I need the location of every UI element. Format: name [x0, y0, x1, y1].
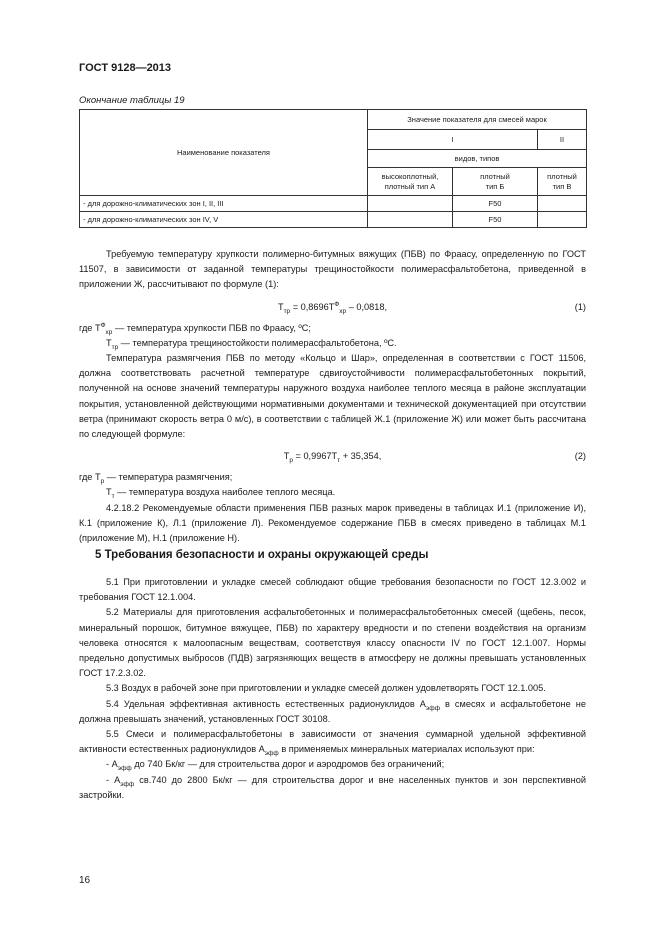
- type-c-line1: плотный: [547, 171, 577, 181]
- type-a-header: [368, 168, 453, 196]
- list-item-1-a: - А: [106, 759, 118, 770]
- formula-2: [79, 446, 586, 468]
- row-a: [368, 212, 453, 228]
- type-b-line1: плотный: [480, 171, 510, 181]
- where-4-b: — температура воздуха наиболее теплого месяца.: [114, 487, 336, 498]
- formula-2-rhs: + 35,354,: [340, 451, 382, 462]
- mark-1-header: I: [368, 130, 538, 150]
- where-1-sup: Ф: [100, 321, 106, 329]
- where-4-a: T: [106, 487, 112, 498]
- clause-5-5-b: в применяемых минеральных материалах используют при:: [278, 744, 535, 755]
- table-row: [80, 196, 587, 212]
- where-3-sub: р: [100, 478, 105, 486]
- list-item: [79, 773, 586, 803]
- type-c-line2: тип В: [552, 181, 572, 191]
- clause-5-5-sub: эфф: [264, 750, 279, 758]
- type-a-line1: высокоплотный,: [381, 171, 439, 181]
- formula-1-number: (1): [574, 301, 586, 312]
- mark-2-header: II: [538, 130, 587, 150]
- page-number: 16: [79, 875, 91, 886]
- type-b-header: [453, 168, 538, 196]
- row-a: [368, 196, 453, 212]
- table-caption: Окончание таблицы 19: [79, 95, 185, 106]
- where-line-2: [79, 336, 586, 351]
- text-block-1: [79, 247, 586, 546]
- where-line-1: [79, 321, 586, 336]
- row-name: - для дорожно-климатических зон IV, V: [80, 212, 368, 228]
- row-name: - для дорожно-климатических зон I, II, III: [80, 196, 368, 212]
- where-1-sub: хр: [105, 328, 113, 336]
- table-row: [80, 212, 587, 228]
- column-header-name: Наименование показателя: [80, 110, 368, 196]
- clause-5-1: 5.1 При приготовлении и укладке смесей соблюдают общие требования безопасности по ГОСТ 12.3.002 и требования ГОСТ 12.1.004.: [79, 577, 586, 603]
- clause-5-5: [79, 727, 586, 757]
- formula-2-number: (2): [574, 451, 586, 462]
- table-19: [79, 109, 587, 228]
- paragraph-recommendations: 4.2.18.2 Рекомендуемые области применения ПБВ разных марок приведены в таблицах И.1 (приложение И), К.1 (приложение К), Л.1 (приложение Л). Рекомендуемое содержание ПБВ в смесях приведено в таблицах М.1 (приложение М), Н.1 (приложение Н).: [79, 502, 586, 544]
- where-line-3: [79, 470, 586, 485]
- formula-1-lhs: T: [277, 301, 284, 312]
- clause-5-4: [79, 697, 586, 727]
- where-line-4: [79, 485, 586, 500]
- formula-1-rhs: – 0,0818,: [346, 301, 388, 312]
- kinds-header: видов, типов: [368, 150, 587, 168]
- paragraph-fraas: Требуемую температуру хрупкости полимерно-битумных вяжущих (ПБВ) по Фраасу, определенную по ГОСТ 11507, в зависимости от заданной температуры трещиностойкости полимерасфальтобетона, приведенной в приложении Ж, рассчитывают по формуле (1):: [79, 249, 586, 290]
- where-4-sub: т: [111, 493, 115, 501]
- type-a-line2: плотный тип А: [384, 181, 436, 191]
- document-code: ГОСТ 9128—2013: [79, 62, 172, 74]
- where-2-a: T: [106, 337, 112, 348]
- row-c: [538, 212, 587, 228]
- type-c-header: [538, 168, 587, 196]
- clause-5-5-a: 5.5 Смеси и полимерасфальтобетоны в зависимости от значения суммарной удельной эффективной активности естественных радионуклидов А: [79, 729, 586, 755]
- formula-1-expression: [79, 300, 586, 315]
- list-item-2-b: св.740 до 2800 Бк/кг — для строительства дорог и вне населенных пунктов и зон перспективной застройки.: [79, 774, 586, 800]
- formula-1-sub: хр: [339, 307, 347, 315]
- formula-2-expression: [79, 449, 586, 464]
- paragraph-softening: Температура размягчения ПБВ по методу «Кольцо и Шар», определенная в соответствии с ГОСТ 11506, должна соответствовать расчетной температуре сдвигоустойчивости полимерасфальтобетонных покрытий, полученной на основе значений температуры наружного воздуха наиболее теплого месяца в районе эксплуатации покрытия, установленной действующими нормативными документами и технической документацией при отсутствии ветра (принимают скорость ветра 0 м/с), в соответствии с таблицей Ж.1 (приложение Ж) или может быть рассчитана по следующей формуле:: [79, 353, 586, 440]
- clause-5-3: 5.3 Воздух в рабочей зоне при приготовлении и укладке смесей должен удовлетворять ГОСТ 12.1.005.: [106, 683, 546, 694]
- where-1-b: — температура хрупкости ПБВ по Фраасу, ºС;: [112, 322, 311, 333]
- list-item: [79, 757, 586, 772]
- section-5-title: 5 Требования безопасности и охраны окружающей среды: [95, 549, 429, 561]
- formula-2-sub: т: [337, 457, 341, 465]
- formula-2-mid: = 0,9967T: [292, 451, 338, 462]
- clause-5-4-b: в смесях и асфальтобетоне не должна превышать значений, установленных ГОСТ 30108.: [79, 698, 586, 724]
- list-item-1-sub: эфф: [117, 765, 132, 773]
- where-3-a: где T: [79, 472, 101, 483]
- row-b: F50: [453, 212, 538, 228]
- list-item-1-b: до 740 Бк/кг — для строительства дорог и аэродромов без ограничений;: [131, 759, 445, 770]
- clause-5-4-a: 5.4 Удельная эффективная активность естественных радионуклидов А: [106, 698, 426, 709]
- type-b-line2: тип Б: [485, 181, 505, 191]
- text-block-2: [79, 575, 586, 803]
- formula-2-lhs: T: [283, 451, 290, 462]
- row-c: [538, 196, 587, 212]
- formula-2-lhs-sub: р: [289, 457, 293, 465]
- where-3-b: — температура размягчения;: [104, 472, 233, 483]
- formula-1-sup: Ф: [334, 300, 340, 308]
- formula-1-lhs-sub: тр: [283, 307, 291, 315]
- column-header-value: Значение показателя для смесей марок: [368, 110, 587, 130]
- list-item-2-sub: эфф: [120, 780, 135, 788]
- where-2-sub: тр: [111, 343, 119, 351]
- formula-1: [79, 297, 586, 319]
- where-2-b: — температура трещиностойкости полимерасфальтобетона, ºС.: [118, 337, 397, 348]
- clause-5-2: 5.2 Материалы для приготовления асфальтобетонных и полимерасфальтобетонных смесей (щебень, песок, минеральный порошок, битумное вяжущее, ПБВ) по характеру вредности и по степени воздействия на организм человека относятся к малоопасным веществам, соответствуя классу опасности IV по ГОСТ 12.1.007. Нормы предельно допустимых выбросов (ПДВ) загрязняющих веществ в атмосферу не должны превышать установленных ГОСТ 17.2.3.02.: [79, 607, 586, 679]
- clause-5-4-sub: эфф: [425, 704, 440, 712]
- list-item-2-a: - А: [106, 774, 121, 785]
- row-b: F50: [453, 196, 538, 212]
- formula-1-mid: = 0,8696T: [290, 301, 335, 312]
- where-1-a: где T: [79, 322, 101, 333]
